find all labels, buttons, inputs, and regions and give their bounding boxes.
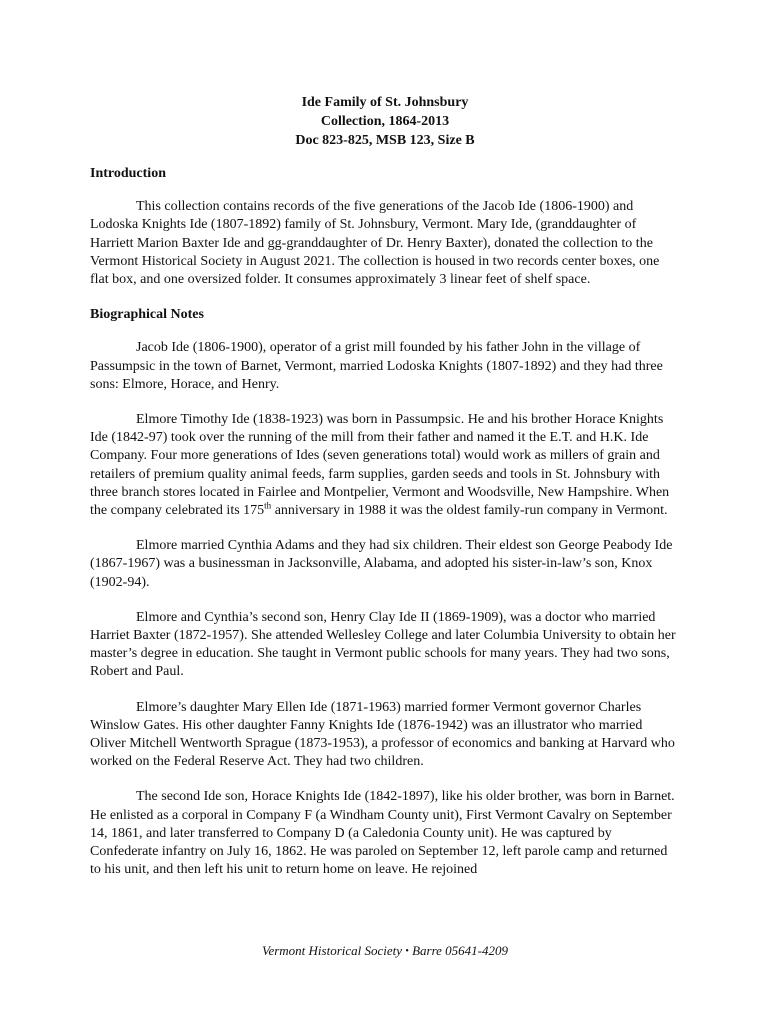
document-body bbox=[90, 165, 680, 897]
footer-address: Barre 05641-4209 bbox=[412, 943, 509, 958]
page-footer bbox=[0, 943, 770, 959]
document-title bbox=[0, 93, 770, 150]
bio-paragraph-1: Jacob Ide (1806-1900), operator of a grist mill founded by his father John in the village of Passumpsic in the town of Barnet, Vermont, married Lodoska Knights (1807-1892) and they had three sons: Elmore, Horace, and Henry. bbox=[90, 340, 663, 392]
ordinal-superscript: th bbox=[264, 500, 272, 511]
biographical-notes-heading: Biographical Notes bbox=[90, 307, 204, 323]
bio-paragraph-4: Elmore and Cynthia’s second son, Henry Clay Ide II (1869-1909), was a doctor who married Harriet Baxter (1872-1957). She attended Wellesley College and later Columbia University to obtain her master’s degree in education. She taught in Vermont public schools for many years. They had two sons, Robert and Paul. bbox=[90, 609, 676, 680]
footer-bullet: • bbox=[405, 946, 409, 957]
bio-paragraph-6: The second Ide son, Horace Knights Ide (1842-1897), like his older brother, was born in Barnet. He enlisted as a corporal in Company F (a Windham County unit), First Vermont Cavalry on September 14, 1861, and later transferred to Company D (a Caledonia County unit). He was captured by Confederate infantry on July 16, 1862. He was paroled on September 12, left parole camp and returned to his unit, and then left his unit to return home on leave. He rejoined bbox=[90, 789, 675, 878]
title-line-2: Collection, 1864-2013 bbox=[320, 114, 450, 129]
bio-paragraph-2-text-a: Elmore Timothy Ide (1838-1923) was born in Passumpsic. He and his brother Horace Knights Ide (1842-97) took over the running of the mill from their father and named it the E.T. and H.K. Ide Company. Four more generations of Ides (seven generations total) would work as millers of grain and retailers of premium quality animal feeds, farm supplies, garden seeds and tools in St. Johnsbury with three branch stores located in Fairlee and Montpelier, Vermont and Woodsville, New Hampshire. When the company celebrated its 175 bbox=[90, 412, 670, 519]
introduction-heading: Introduction bbox=[90, 166, 166, 181]
title-line-1: Ide Family of St. Johnsbury bbox=[301, 95, 469, 110]
introduction-paragraph: This collection contains records of the five generations of the Jacob Ide (1806-1900) and Lodoska Knights Ide (1807-1892) family of St. Johnsbury, Vermont. Mary Ide, (granddaughter of Harriett Marion Baxter Ide and gg-granddaughter of Dr. Henry Baxter), donated the collection to the Vermont Historical Society in August 2021. The collection is housed in two records center boxes, one flat box, and one oversized folder. It consumes approximately 3 linear feet of shelf space. bbox=[90, 199, 660, 288]
bio-paragraph-2 bbox=[90, 411, 680, 520]
footer-organization: Vermont Historical Society bbox=[261, 943, 403, 958]
bio-paragraph-2-text-b: anniversary in 1988 it was the oldest family-run company in Vermont. bbox=[271, 503, 668, 519]
title-line-3: Doc 823-825, MSB 123, Size B bbox=[295, 133, 475, 148]
bio-paragraph-5: Elmore’s daughter Mary Ellen Ide (1871-1963) married former Vermont governor Charles Winslow Gates. His other daughter Fanny Knights Ide (1876-1942) was an illustrator who married Oliver Mitchell Wentworth Sprague (1873-1953), a professor of economics and banking at Harvard who worked on the Federal Reserve Act. They had two children. bbox=[90, 699, 675, 770]
bio-paragraph-3: Elmore married Cynthia Adams and they had six children. Their eldest son George Peabody Ide (1867-1967) was a businessman in Jacksonville, Alabama, and adopted his sister-in-law’s son, Knox (1902-94). bbox=[90, 538, 673, 590]
